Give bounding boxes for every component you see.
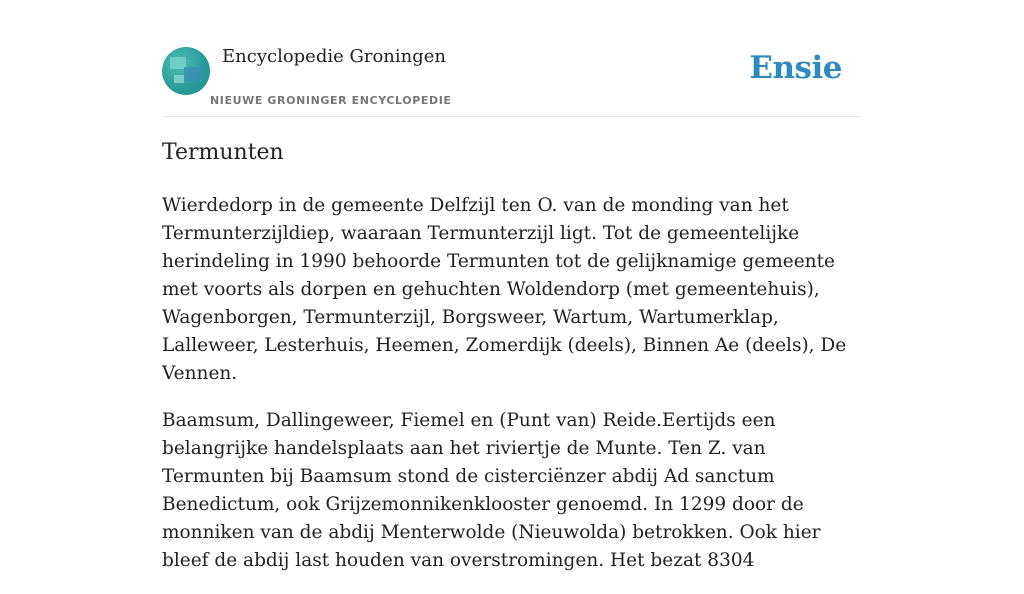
site-title[interactable]: Encyclopedie Groningen (222, 46, 447, 67)
main-content (162, 0, 862, 571)
site-subtitle: NIEUWE GRONINGER ENCYCLOPEDIE (210, 94, 452, 107)
article-paragraph: Baamsum, Dallingeweer, Fiemel en (Punt van) Reide.Eertijds een belangrijke handelsplaats aan het riviertje de Munte. Ten Z. van Termunten bij Baamsum stond de cisterciënzer abdij Ad sanctum Benedictum, ook Grijzemonnikenklooster genoemd. In 1299 door de monniken van de abdij Menterwolde (Nieuwolda) betrokken. Ook hier bleef de abdij last houden van overstromingen. Het bezat 8304 (162, 410, 821, 571)
article-body (162, 192, 862, 594)
ensie-brand-logo[interactable]: Ensie (749, 50, 842, 86)
site-header (162, 0, 862, 117)
site-logo-icon[interactable] (162, 47, 210, 95)
article-title: Termunten (162, 140, 284, 165)
article-paragraph: Wierdedorp in de gemeente Delfzijl ten O. van de monding van het Termunterzijldiep, waaraan Termunterzijl ligt. Tot de gemeentelijke herindeling in 1990 behoorde Termunten tot de gelijknamige gemeente met voorts als dorpen en gehuchten Woldendorp (met gemeentehuis), Wagenborgen, Termunterzijl, Borgsweer, Wartum, Wartumerklap, Lalleweer, Lesterhuis, Heemen, Zomerdijk (deels), Binnen Ae (deels), De Vennen. (162, 195, 847, 384)
